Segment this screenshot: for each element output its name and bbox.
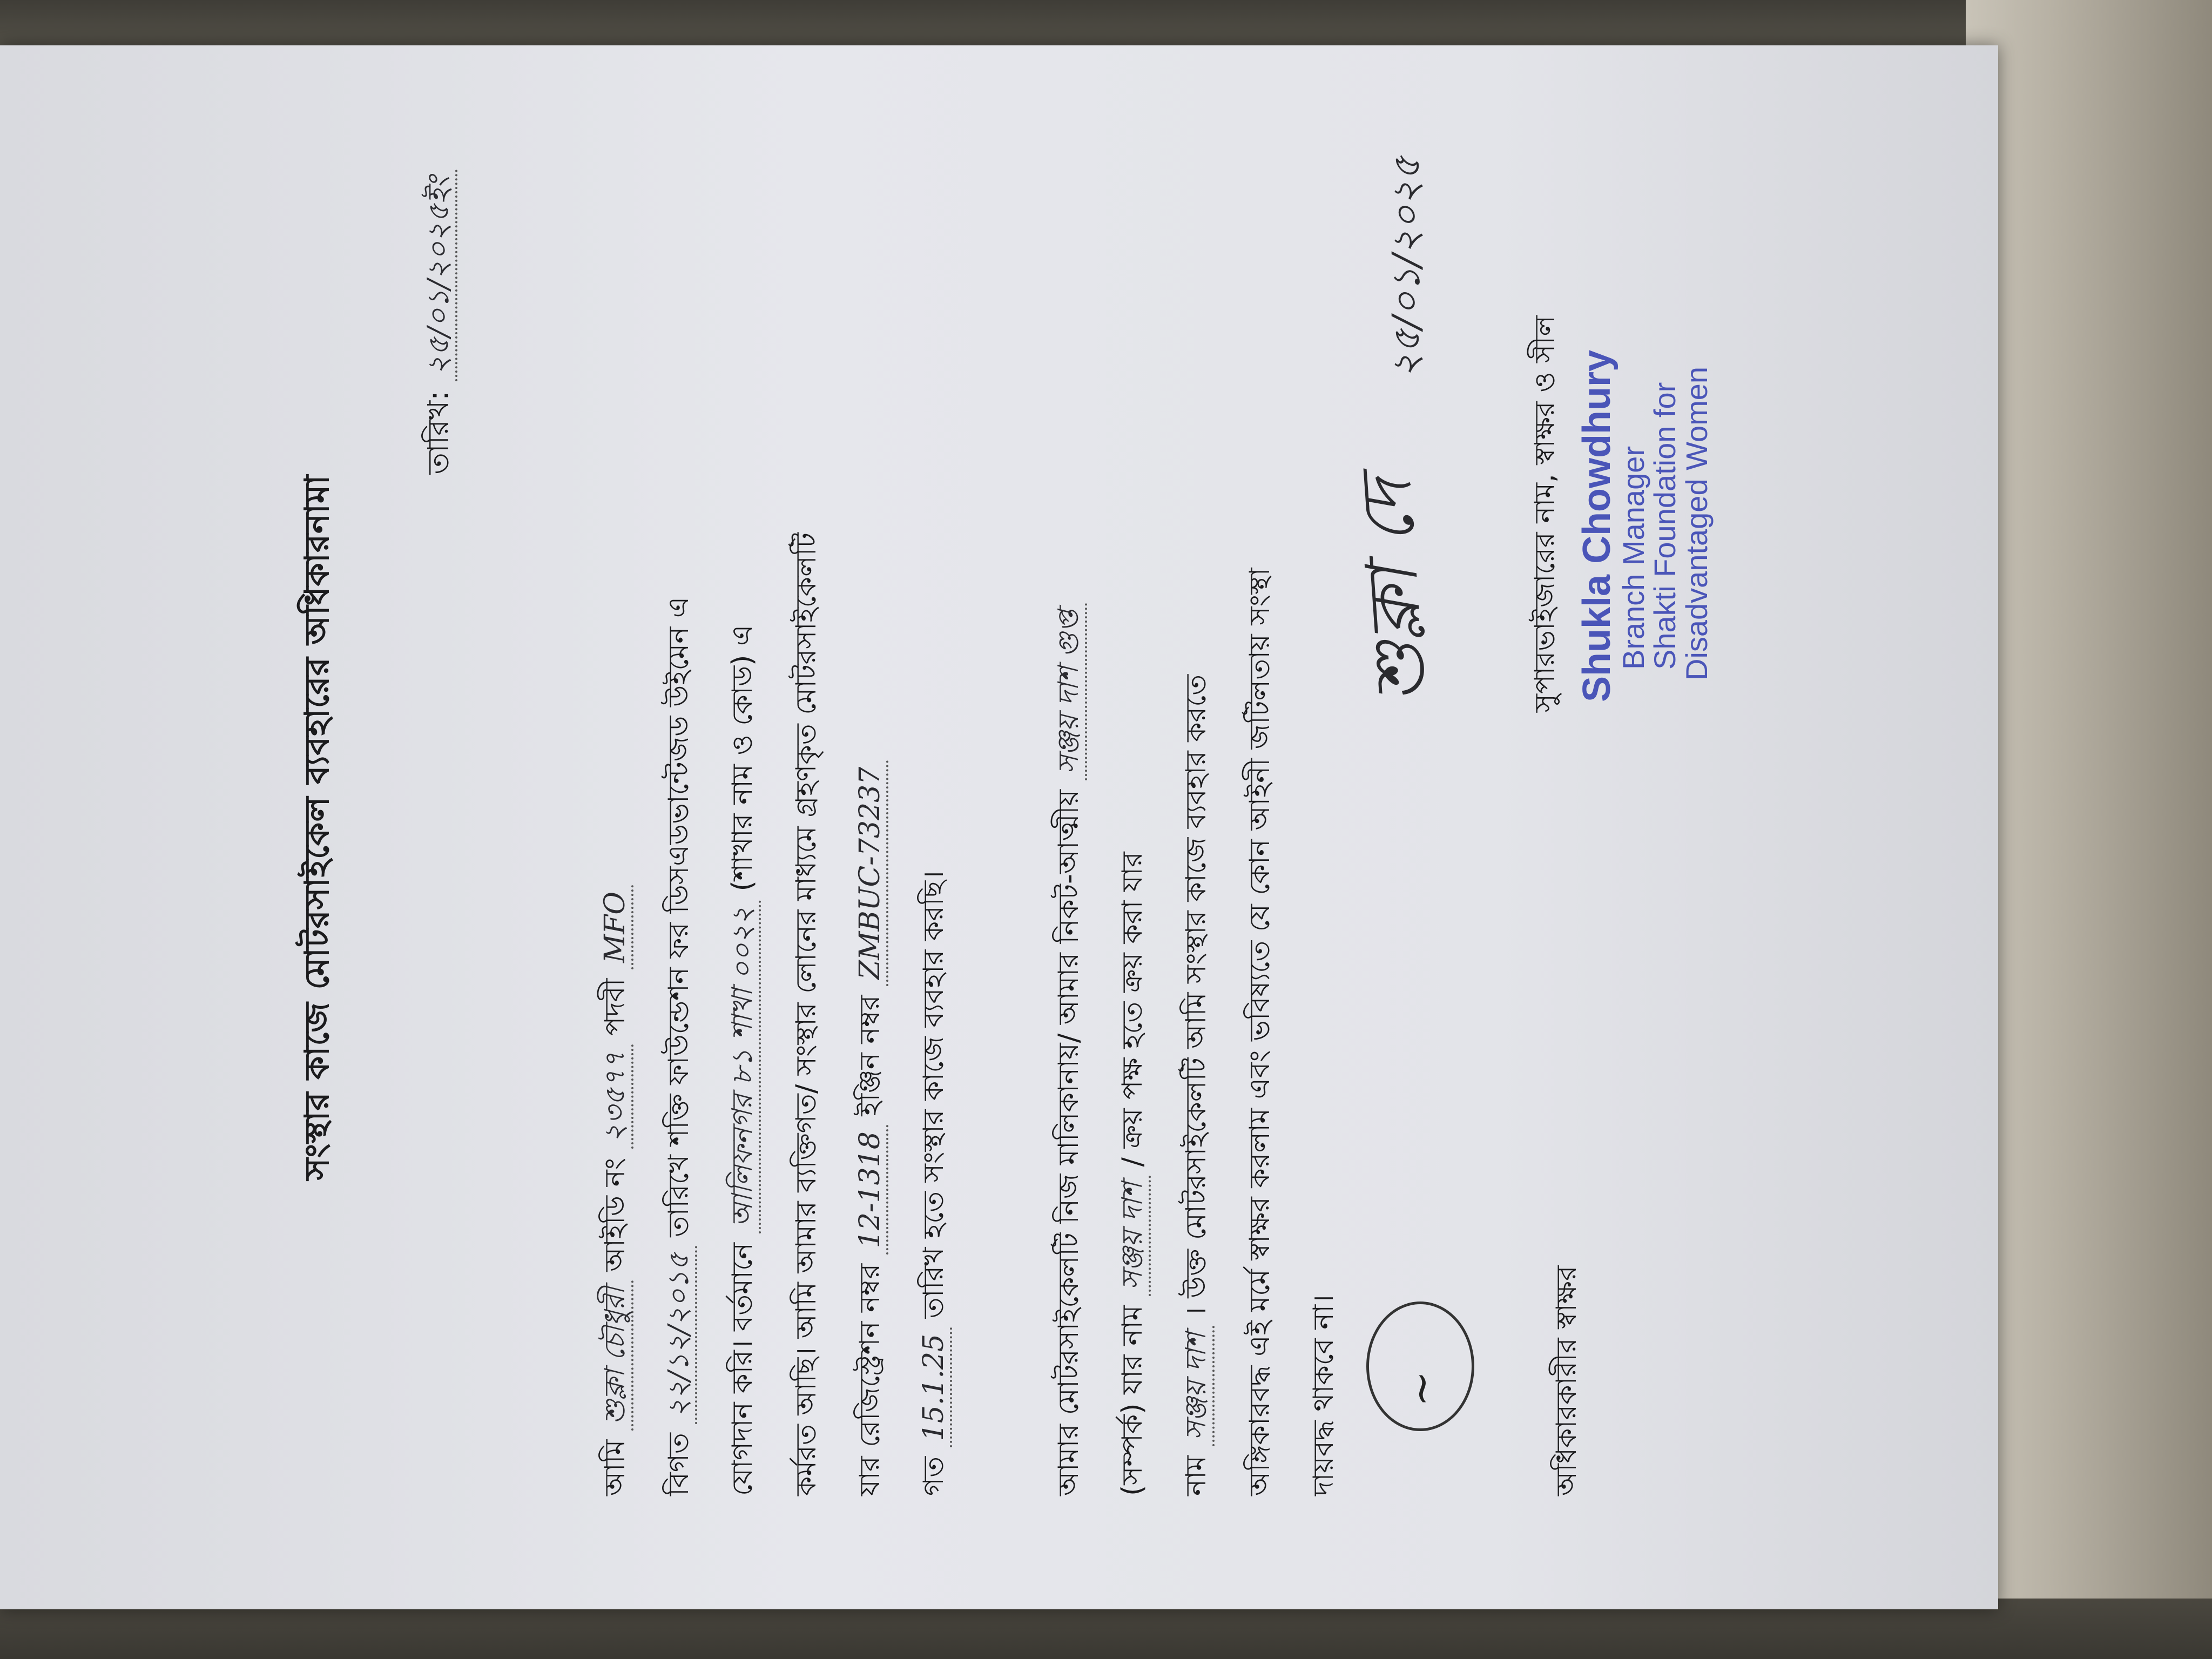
paper-sheet	[0, 45, 1998, 1609]
supervisor-signature-date: ২৫/০১/২০২৫	[1384, 156, 1428, 378]
employee-name-field: শুক্লা চৌধুরী	[599, 1280, 633, 1431]
seller-name-field: সঞ্জয় দাশ	[1180, 1326, 1215, 1446]
line-text: বিগত	[663, 1433, 695, 1496]
supervisor-signature-label: সুপারভাইজারের নাম, স্বাক্ষর ও সীল	[1529, 315, 1561, 713]
line-text: / ক্রয় পক্ষ হতে ক্রয় করা যার	[1116, 852, 1149, 1167]
photo-background-right	[1966, 0, 2212, 1659]
line-text: যোগদান করি। বর্তমানে	[726, 1242, 759, 1496]
stamp-org-line2: Disadvantaged Women	[1680, 366, 1714, 680]
paragraph-line: দায়বদ্ধ থাকবে না।	[1307, 1294, 1340, 1496]
line-text: আইডি নং	[599, 1157, 631, 1272]
holder-signature-label: অধিকারকারীর স্বাক্ষর	[1550, 1265, 1583, 1496]
line-text: । উক্ত মোটরসাইকেলটি আমি সংস্থার কাজে ব্যবহার করতে	[1180, 674, 1212, 1317]
line-text: পদবী	[599, 978, 631, 1036]
paragraph-line	[1164, 157, 1228, 1496]
paragraph-ownership	[1037, 157, 1355, 1496]
line-text: ইঞ্জিন নম্বর	[854, 995, 886, 1116]
paragraph-line	[583, 157, 647, 1496]
stamp-role: Branch Manager	[1616, 446, 1650, 670]
branch-field: আলিফনগর ৮১ শাখা ০০২২	[726, 900, 761, 1233]
relative-field: সঞ্জয় দাশ গুপ্ত	[1053, 603, 1087, 781]
signature-scribble: ~	[1396, 1370, 1446, 1407]
designation-field: MFO	[599, 885, 633, 969]
document-body	[0, 45, 1998, 1609]
engine-number-field: ZMBUC-73237	[854, 760, 888, 986]
date-value: ২৫/০১/২০২৫ইং	[421, 170, 457, 381]
employee-id-field: ২৩৫৭৭	[599, 1044, 633, 1149]
paragraph-declaration	[583, 157, 966, 1496]
line-text: আমার মোটরসাইকেলটি নিজ মালিকানায়/ আমার নিকট-আত্মীয়	[1053, 789, 1085, 1496]
paragraph-line: কর্মরত আছি। আমি আমার ব্যক্তিগত/ সংস্থার লোনের মাধ্যমে গ্রহণকৃত মোটরসাইকেলটি	[790, 532, 822, 1496]
paragraph-line: অঙ্গিকারবদ্ধ এই মর্মে স্বাক্ষর করলাম এবং ভবিষ্যতে যে কোন আইনী জটিলতায় সংস্থা	[1244, 568, 1276, 1496]
line-text: তারিখ হতে সংস্থার কাজে ব্যবহার করছি।	[918, 871, 950, 1319]
line-text: আমি	[599, 1439, 631, 1496]
owner-name-field: সঞ্জয় দাশ	[1116, 1176, 1151, 1296]
supervisor-stamp	[1577, 259, 1713, 702]
paragraph-line	[647, 157, 711, 1496]
supervisor-signature: শুক্লা দে	[1344, 476, 1442, 705]
date-row	[416, 170, 464, 475]
line-text: (সম্পর্ক) যার নাম	[1116, 1305, 1149, 1496]
stamp-org-line1: Shakti Foundation for	[1648, 382, 1682, 670]
usage-start-date-field: 15.1.25	[918, 1327, 952, 1447]
paragraph-line	[1037, 157, 1101, 1496]
registration-number-field: 12-1318	[854, 1125, 888, 1255]
line-text: গত	[918, 1456, 950, 1496]
date-label: তারিখ:	[421, 390, 455, 475]
paragraph-line	[711, 157, 774, 1496]
paragraph-line	[1101, 157, 1164, 1496]
joining-date-field: ২২/১২/২০১৫	[663, 1246, 697, 1424]
line-text: যার রেজিস্ট্রেশন নম্বর	[854, 1263, 886, 1496]
stamp-name: Shukla Chowdhury	[1575, 349, 1618, 702]
line-text: (শাখার নাম ও কোড) এ	[726, 624, 759, 892]
paragraph-line	[838, 157, 902, 1496]
document-title: সংস্থার কাজে মোটরসাইকেল ব্যবহারের অধিকারনামা	[297, 474, 336, 1181]
paragraph-line	[902, 157, 966, 1496]
holder-signature	[1366, 1301, 1474, 1431]
line-text: নাম	[1180, 1455, 1212, 1496]
line-text: তারিখে শক্তি ফাউন্ডেশন ফর ডিসএডভান্টেজড উইমেন এ	[663, 596, 695, 1237]
